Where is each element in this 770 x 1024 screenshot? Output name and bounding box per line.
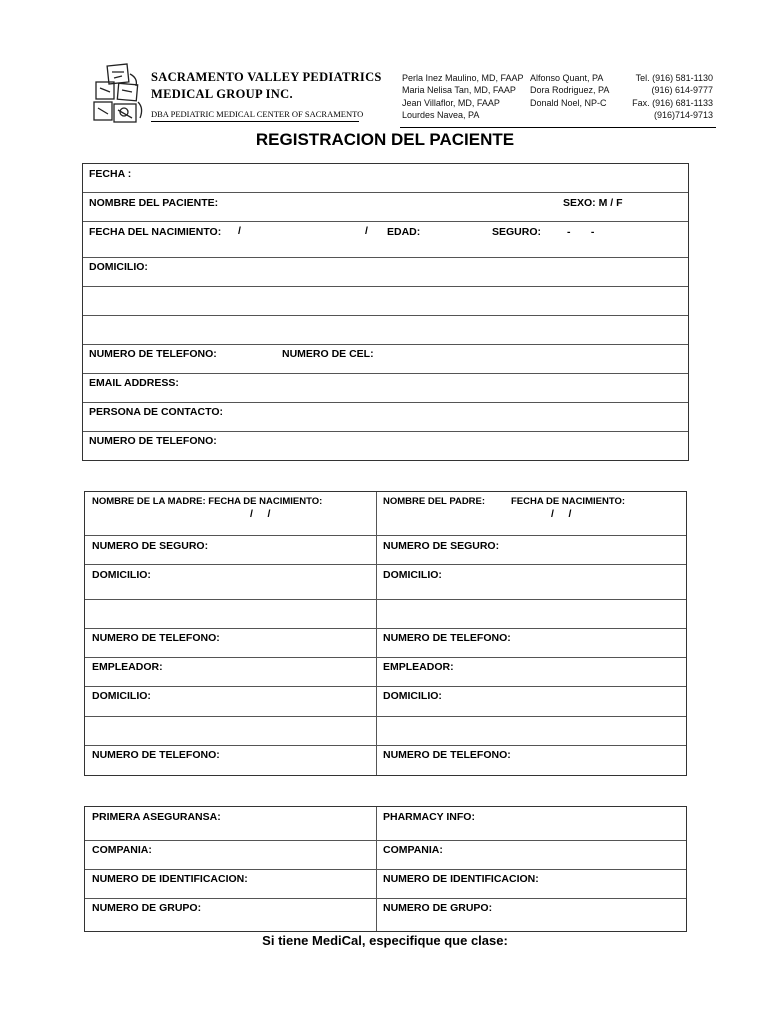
clinic-logo	[90, 62, 146, 128]
divider	[85, 628, 686, 629]
divider	[83, 431, 688, 432]
address-field[interactable]: DOMICILIO:	[89, 261, 148, 273]
doctor-name: Perla Inez Maulino, MD, FAAP	[402, 73, 524, 83]
org-name-line2: MEDICAL GROUP INC.	[151, 87, 293, 101]
divider	[83, 373, 688, 374]
birthdate-field[interactable]: FECHA DEL NACIMIENTO:	[89, 226, 222, 238]
father-phone-field[interactable]: NUMERO DE TELEFONO:	[383, 632, 511, 644]
mother-insurance-field[interactable]: NUMERO DE SEGURO:	[92, 540, 209, 552]
doctors-list-2	[530, 72, 609, 109]
email-field[interactable]: EMAIL ADDRESS:	[89, 377, 179, 389]
patient-name-field[interactable]: NOMBRE DEL PACIENTE:	[89, 197, 219, 209]
mother-name-field[interactable]: NOMBRE DE LA MADRE: FECHA DE NACIMIENTO:	[92, 496, 323, 507]
cell-field[interactable]: NUMERO DE CEL:	[282, 348, 374, 360]
pharmacy-info-field[interactable]: PHARMACY INFO:	[383, 811, 475, 823]
parents-section	[84, 491, 687, 776]
divider	[83, 286, 688, 287]
insurance-number-field[interactable]: SEGURO:	[492, 226, 542, 238]
doctor-name: Alfonso Quant, PA	[530, 73, 604, 83]
id-number-field[interactable]: NUMERO DE IDENTIFICACION:	[92, 873, 248, 885]
medical-note: Si tiene MediCal, especifique que clase:	[262, 933, 508, 948]
org-name: SACRAMENTO VALLEY PEDIATRICS	[151, 70, 382, 84]
divider	[85, 716, 686, 717]
divider	[85, 840, 686, 841]
divider	[83, 344, 688, 345]
group-number-field[interactable]: NUMERO DE GRUPO:	[92, 902, 202, 914]
father-insurance-field[interactable]: NUMERO DE SEGURO:	[383, 540, 500, 552]
insurance-section	[84, 806, 687, 932]
mother-phone-field[interactable]: NUMERO DE TELEFONO:	[92, 632, 220, 644]
mother-employer-field[interactable]: EMPLEADOR:	[92, 661, 163, 673]
divider	[83, 192, 688, 193]
pharmacy-company-field[interactable]: COMPANIA:	[383, 844, 443, 856]
contact-numbers	[608, 72, 713, 121]
divider	[85, 535, 686, 536]
sex-field[interactable]: SEXO: M / F	[563, 197, 623, 209]
doctor-name: Maria Nelisa Tan, MD, FAAP	[402, 85, 516, 96]
contact-phone-field[interactable]: NUMERO DE TELEFONO:	[89, 435, 217, 447]
father-birthdate-field[interactable]: FECHA DE NACIMIENTO:	[511, 496, 625, 507]
primary-insurance-field[interactable]: PRIMERA ASEGURANSA:	[92, 811, 221, 823]
patient-info-section	[82, 163, 689, 461]
phone-number: (916)714-9713	[653, 109, 713, 120]
header-underline	[151, 121, 359, 122]
father-employer-phone-field[interactable]: NUMERO DE TELEFONO:	[383, 749, 511, 761]
pharmacy-group-number-field[interactable]: NUMERO DE GRUPO:	[383, 902, 493, 914]
age-field[interactable]: EDAD:	[387, 226, 421, 238]
father-address-field[interactable]: DOMICILIO:	[383, 569, 442, 581]
father-name-field[interactable]: NOMBRE DEL PADRE:	[383, 496, 486, 507]
mother-employer-address-field[interactable]: DOMICILIO:	[92, 690, 151, 702]
company-field[interactable]: COMPANIA:	[92, 844, 152, 856]
divider	[83, 402, 688, 403]
header-rule	[400, 127, 716, 128]
divider	[83, 221, 688, 222]
doctor-name: Lourdes Navea, PA	[402, 109, 480, 120]
ssn-dashes: - -	[567, 226, 595, 238]
divider	[85, 657, 686, 658]
pharmacy-id-number-field[interactable]: NUMERO DE IDENTIFICACION:	[383, 873, 539, 885]
father-employer-field[interactable]: EMPLEADOR:	[383, 661, 454, 673]
doctor-name: Dora Rodriguez, PA	[530, 85, 610, 96]
divider	[85, 869, 686, 870]
dba-line: DBA PEDIATRIC MEDICAL CENTER OF SACRAMENTO	[151, 109, 364, 119]
fax-number: Fax. (916) 681-1133	[632, 97, 713, 108]
father-employer-address-field[interactable]: DOMICILIO:	[383, 690, 442, 702]
mother-address-field[interactable]: DOMICILIO:	[92, 569, 151, 581]
phone-number: (916) 614-9777	[651, 85, 713, 96]
divider	[85, 745, 686, 746]
phone-number: Tel. (916) 581-1130	[635, 73, 713, 83]
mother-birthdate-slashes: / /	[250, 508, 271, 520]
phone-field[interactable]: NUMERO DE TELEFONO:	[89, 348, 217, 360]
doctor-name: Jean Villaflor, MD, FAAP	[402, 97, 500, 108]
divider	[83, 257, 688, 258]
divider	[85, 686, 686, 687]
divider	[85, 898, 686, 899]
contact-person-field[interactable]: PERSONA DE CONTACTO:	[89, 406, 223, 418]
doctors-list-1	[402, 72, 524, 121]
divider	[85, 599, 686, 600]
fecha-field[interactable]: FECHA :	[89, 168, 132, 180]
divider	[83, 315, 688, 316]
mother-employer-phone-field[interactable]: NUMERO DE TELEFONO:	[92, 749, 220, 761]
doctor-name: Donald Noel, NP-C	[530, 97, 607, 108]
date-separator: /	[238, 225, 241, 237]
father-birthdate-slashes: / /	[551, 508, 572, 520]
divider	[85, 564, 686, 565]
page-title: REGISTRACION DEL PACIENTE	[255, 130, 515, 149]
date-separator: /	[365, 225, 368, 237]
